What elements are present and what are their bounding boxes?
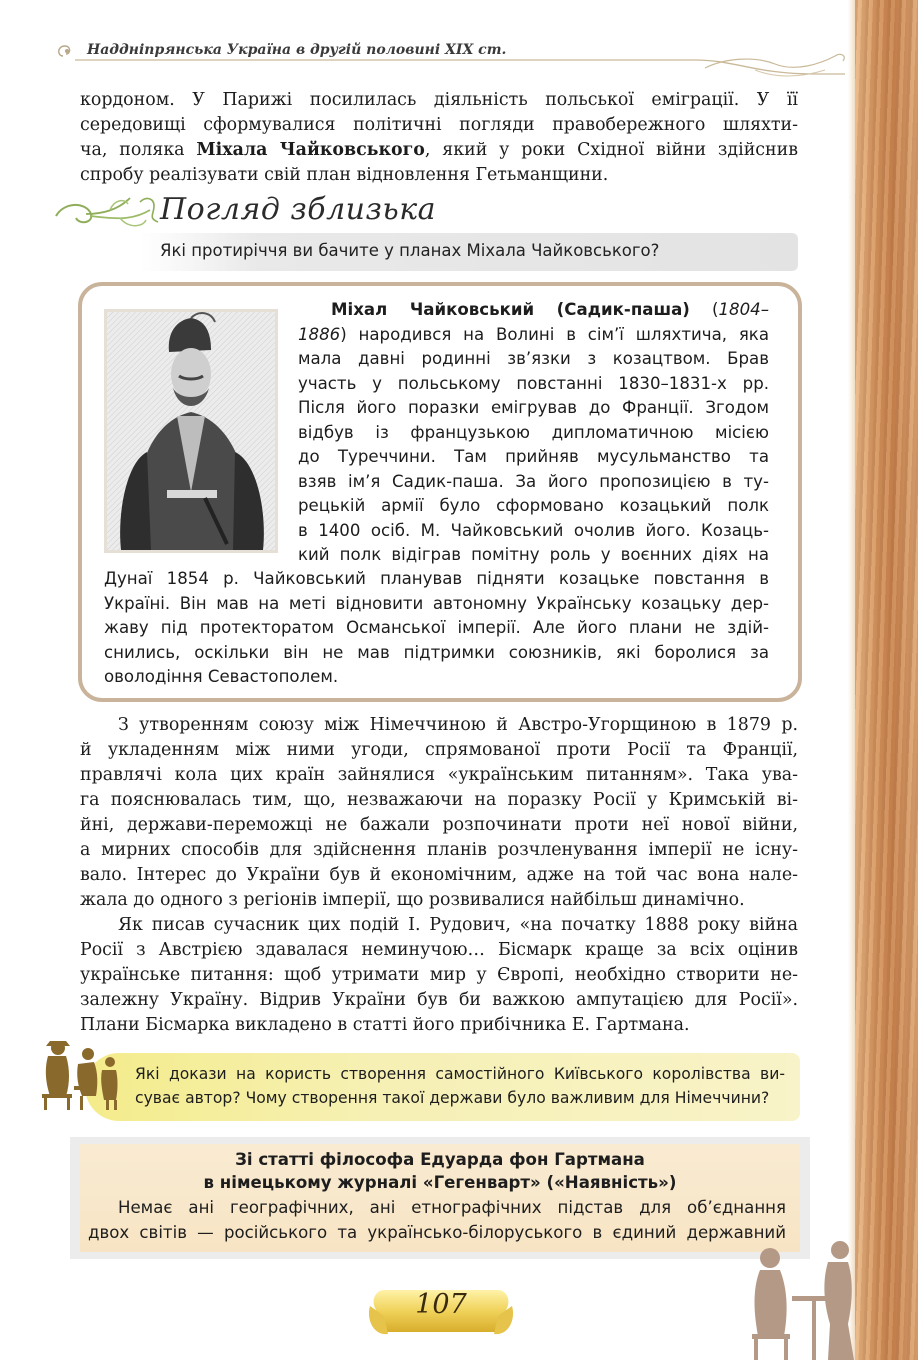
source-text [88,1196,786,1245]
discussion-figures-icon [36,1036,126,1110]
text-line: жала до одного з регіонів імперії, що розвивалися найбільш динамічно. [80,890,745,910]
text-line: правлячі кола цих країн зайнялися «українським питанням». Така ува- [80,765,798,785]
text-line: спробу реалізувати свій план відновлення Гетьманщини. [80,165,609,185]
bold-name: Міхала Чайковського [196,140,425,160]
text-line: а мирних способів для здійснення планів розчленування імперії не існу- [80,840,798,860]
text-fragment: ча, поляка [80,140,197,160]
text-line: кий полк відіграв помітну роль у воєнних діях на [298,545,769,564]
text-line: Україні. Він мав на меті відновити автономну Українську козацьку дер- [104,593,769,613]
biography-text-right [298,298,769,568]
text-line: участь у польському повстанні 1830–1831-х рр. [298,373,769,393]
text-line: Як писав сучасник цих подій І. Рудович, «на початку 1888 року війна [118,915,798,935]
text-line: й укладенням між ними угоди, спрямованої проти Росії та Франції, [80,740,798,760]
text-line: українське питання: щоб утримати мир у Європі, необхідно створити не- [80,965,798,985]
portrait-engraving [107,312,275,550]
task-question [135,1062,785,1110]
flourish-icon [50,188,165,236]
text-line: взяв ім’я Садик-паша. За його пропозицією в ту- [298,471,769,491]
text-line: суває автор? Чому створення такої держави було важливим для Німеччини? [135,1089,770,1107]
question-bar [140,233,798,271]
source-title-line-1: Зі статті філософа Едуарда фон Гартмана [235,1150,645,1169]
text-line: Немає ані географічних, ані етнографічних підстав для об’єднання [118,1198,786,1217]
text-line: га пояснювалась тим, що, незважаючи на поразку Росії у Кримській ві- [80,790,798,810]
text-line: Дунаї 1854 р. Чайковський планував підняти козацьке повстання в [104,569,769,588]
text-line: Після його поразки емігрував до Франції. Згодом [298,398,769,417]
corner-silhouette-icon [748,1228,858,1360]
portrait-image [104,309,278,553]
text-line: снились, оскільки він не мав підтримки союзників, які боролися за [104,642,769,662]
bio-years: 1804– [718,300,769,319]
text-line: мала давні родинні зв’язки з козацтвом. Брав [298,349,769,368]
page-number: 107 [415,1289,467,1320]
section-heading [50,188,470,236]
text-line: середовищі сформувалися політичні погляди правобережного шляхти- [80,115,798,135]
page-number-scroll [366,1276,516,1346]
bio-name: Міхал Чайковський (Садик-паша) [331,300,690,319]
biography-text-full [104,567,769,690]
text-line: Росії з Австрією здавалася неминучою… Бісмарк краще за всіх оцінив [80,940,798,960]
text-line: Які докази на користь створення самостійного Київського королівства ви- [135,1065,785,1083]
body-paragraph-1 [80,713,798,913]
body-paragraph-2 [80,913,798,1038]
wood-strip-decoration [855,0,918,1360]
text-line: оволодіння Севастополем. [104,667,339,686]
text-line: вало. Інтерес до України був й економічним, адже на той час вона нале- [80,865,798,885]
text-line: до Туреччини. Там прийняв мусульманство та [298,447,769,466]
section-title: Погляд зблизька [160,192,436,227]
intro-paragraph [80,88,798,188]
section-question: Які протиріччя ви бачите у планах Міхала Чайковського? [160,241,660,260]
header-title: Наддніпрянська Україна в другій половині XIX ст. [87,42,507,58]
text-line: З утворенням союзу між Німеччиною й Австро-Угорщиною в 1879 р. [118,715,798,735]
text-line: рецькій армії було сформовано козацький полк [298,496,769,515]
text-line: залежну Україну. Відрив України був би важкою ампутацією для Росії». [80,990,798,1010]
text-fragment: ( [711,300,719,319]
text-line [80,138,798,163]
text-fragment: , який у роки Східної війни здійснив [424,140,798,160]
text-fragment: ) народився на Волині в сім’ї шляхтича, яка [340,324,769,344]
bio-years: 1886 [298,324,341,344]
text-line: йні, держави-переможці не бажали розпочинати проти неї нової війни, [80,815,798,835]
text-line [298,323,769,348]
text-line: Плани Бісмарка викладено в статті його прибічника Е. Гартмана. [80,1015,690,1035]
text-line: двох світів — російського та українсько-білоруського в єдиний державний [88,1222,786,1242]
text-line: відбув із французькою дипломатичною місією [298,422,769,442]
text-line: жаву під протекторатом Османської імперії. Але його плани не здій- [104,618,769,637]
text-line: в 1400 осіб. М. Чайковський очолив його. Козаць- [298,520,769,540]
source-title-line-2: в німецькому журналі «Гегенварт» («Наявність») [203,1173,677,1192]
running-header [55,34,855,80]
text-line [298,298,769,323]
text-line: кордоном. У Парижі посилилась діяльність польської еміграції. У її [80,90,798,110]
